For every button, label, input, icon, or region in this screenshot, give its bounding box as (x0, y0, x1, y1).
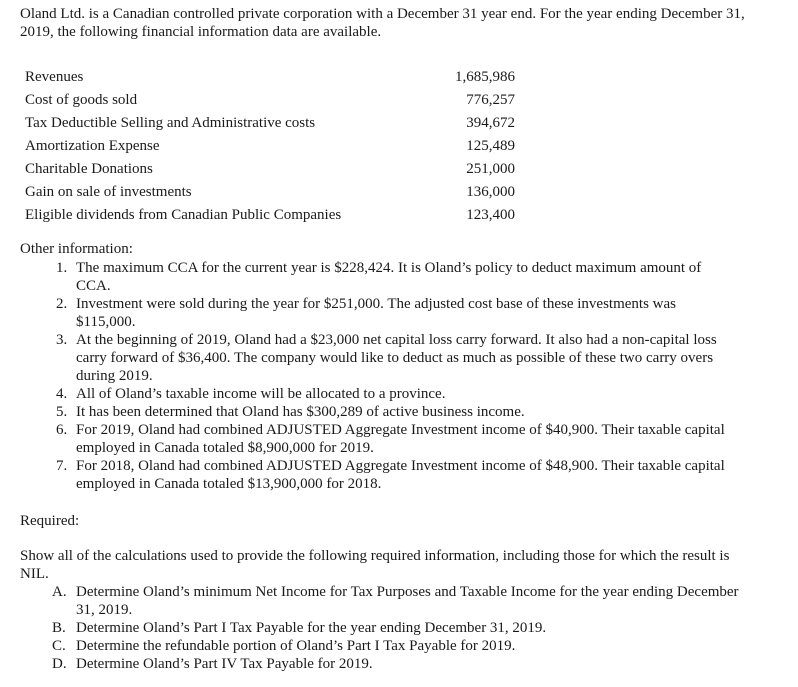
financial-row (25, 159, 525, 182)
list-item (52, 583, 752, 619)
list-number: 7. (56, 458, 68, 474)
financial-value: 776,257 (466, 92, 515, 108)
financial-value: 394,672 (466, 115, 515, 131)
financial-label: Eligible dividends from Canadian Public Companies (25, 207, 342, 223)
list-letter: C. (52, 638, 66, 654)
financial-row (25, 90, 525, 113)
list-number: 3. (56, 332, 68, 348)
financial-row (25, 205, 525, 228)
list-text: Determine Oland’s Part I Tax Payable for the year ending December 31, 2019. (76, 620, 547, 636)
financial-label: Amortization Expense (25, 138, 160, 154)
list-letter: B. (52, 620, 66, 636)
list-text: The maximum CCA for the current year is $228,424. It is Oland’s policy to deduct maximum amount of CCA. (76, 260, 702, 294)
list-text: Investment were sold during the year for $251,000. The adjusted cost base of these investments was $115,000. (76, 296, 676, 330)
list-number: 5. (56, 404, 68, 420)
financial-value: 1,685,986 (455, 69, 515, 85)
list-text: At the beginning of 2019, Oland had a $23,000 net capital loss carry forward. It also had a non-capital loss carry forward of $36,400. The company would like to deduct as much as possible of these two carry overs during 2019. (76, 332, 717, 384)
financial-row (25, 136, 525, 159)
financial-label: Tax Deductible Selling and Administrative costs (25, 115, 316, 131)
list-text: For 2019, Oland had combined ADJUSTED Aggregate Investment income of $40,900. Their taxable capital employed in Canada totaled $8,900,000 for 2019. (76, 422, 725, 456)
financial-label: Charitable Donations (25, 161, 153, 177)
instructions-paragraph: Show all of the calculations used to provide the following required information, including those for which the result is NIL. (20, 548, 730, 582)
list-text: Determine Oland’s minimum Net Income for Tax Purposes and Taxable Income for the year ending December 31, 2019. (76, 584, 739, 618)
list-text: Determine Oland’s Part IV Tax Payable for 2019. (76, 656, 373, 672)
list-item (56, 331, 736, 385)
list-text: Determine the refundable portion of Oland’s Part I Tax Payable for 2019. (76, 638, 516, 654)
list-item (56, 385, 736, 403)
list-item (56, 457, 736, 493)
list-item (52, 637, 752, 655)
list-item (56, 421, 736, 457)
financial-value: 251,000 (466, 161, 515, 177)
financial-row (25, 113, 525, 136)
list-text: It has been determined that Oland has $300,289 of active business income. (76, 404, 525, 420)
list-text: All of Oland’s taxable income will be allocated to a province. (76, 386, 446, 402)
other-information-list (56, 259, 736, 493)
list-number: 2. (56, 296, 68, 312)
financial-value: 123,400 (466, 207, 515, 223)
financial-label: Gain on sale of investments (25, 184, 192, 200)
list-item (56, 403, 736, 421)
list-text: For 2018, Oland had combined ADJUSTED Aggregate Investment income of $48,900. Their taxable capital employed in Canada totaled $13,900,000 for 2018. (76, 458, 725, 492)
list-number: 1. (56, 260, 68, 276)
list-letter: D. (52, 656, 67, 672)
financial-row (25, 182, 525, 205)
financial-row (25, 67, 525, 90)
financial-value: 136,000 (466, 184, 515, 200)
intro-paragraph: Oland Ltd. is a Canadian controlled private corporation with a December 31 year end. For the year ending December 31, 2019, the following financial information data are available. (20, 6, 745, 40)
list-letter: A. (52, 584, 67, 600)
list-number: 4. (56, 386, 68, 402)
required-heading: Required: (20, 513, 80, 529)
list-number: 6. (56, 422, 68, 438)
required-list (52, 583, 752, 673)
other-information-heading: Other information: (20, 241, 133, 257)
list-item (52, 619, 752, 637)
financial-label: Revenues (25, 69, 84, 85)
list-item (52, 655, 752, 673)
financial-table (25, 67, 525, 228)
list-item (56, 259, 736, 295)
list-item (56, 295, 736, 331)
financial-label: Cost of goods sold (25, 92, 138, 108)
financial-value: 125,489 (466, 138, 515, 154)
